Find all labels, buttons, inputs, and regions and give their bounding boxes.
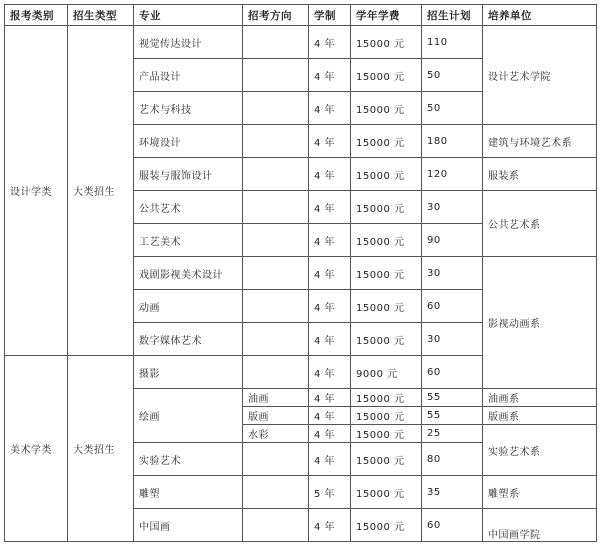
plan-cell: 90 <box>422 224 483 257</box>
plan-cell: 110 <box>422 26 483 59</box>
years-cell: 4 年 <box>309 290 351 323</box>
major-cell: 工艺美术 <box>134 224 243 257</box>
plan-cell: 35 <box>422 476 483 509</box>
years-cell: 4 年 <box>309 59 351 92</box>
direction-cell <box>243 59 309 92</box>
header-unit: 培养单位 <box>483 5 597 26</box>
fee-cell: 15000 元 <box>351 224 422 257</box>
plan-cell: 60 <box>422 356 483 389</box>
fee-cell: 9000 元 <box>351 356 422 389</box>
header-direction: 招考方向 <box>243 5 309 26</box>
years-cell: 4 年 <box>309 26 351 59</box>
unit-cell: 服装系 <box>483 158 597 191</box>
major-cell: 产品设计 <box>134 59 243 92</box>
years-cell: 4 年 <box>309 224 351 257</box>
direction-cell <box>243 224 309 257</box>
header-fee: 学年学费 <box>351 5 422 26</box>
fee-cell: 15000 元 <box>351 509 422 542</box>
years-cell: 4 年 <box>309 158 351 191</box>
plan-cell: 55 <box>422 389 483 407</box>
years-cell: 4 年 <box>309 509 351 542</box>
category-cell: 设计学类 <box>5 26 68 356</box>
category-cell: 美术学类 <box>5 356 68 542</box>
plan-cell: 50 <box>422 59 483 92</box>
unit-cell: 建筑与环境艺术系 <box>483 125 597 158</box>
header-plan: 招生计划 <box>422 5 483 26</box>
fee-cell: 15000 元 <box>351 257 422 290</box>
major-cell: 艺术与科技 <box>134 92 243 125</box>
years-cell: 4 年 <box>309 443 351 476</box>
unit-cell: 中国画学院 <box>483 509 597 542</box>
years-cell: 4 年 <box>309 257 351 290</box>
direction-cell: 水彩 <box>243 425 309 443</box>
major-cell: 环境设计 <box>134 125 243 158</box>
major-cell: 公共艺术 <box>134 191 243 224</box>
years-cell: 4 年 <box>309 92 351 125</box>
unit-cell: 油画系 <box>483 389 597 407</box>
years-cell: 4 年 <box>309 389 351 407</box>
enrollment-table <box>4 4 597 542</box>
fee-cell: 15000 元 <box>351 92 422 125</box>
fee-cell: 15000 元 <box>351 476 422 509</box>
fee-cell: 15000 元 <box>351 443 422 476</box>
major-cell: 实验艺术 <box>134 443 243 476</box>
direction-cell <box>243 509 309 542</box>
fee-cell: 15000 元 <box>351 191 422 224</box>
plan-cell: 30 <box>422 257 483 290</box>
major-cell: 中国画 <box>134 509 243 542</box>
unit-cell: 实验艺术系 <box>483 425 597 476</box>
type-cell: 大类招生 <box>68 26 134 356</box>
major-cell: 戏剧影视美术设计 <box>134 257 243 290</box>
major-cell: 视觉传达设计 <box>134 26 243 59</box>
plan-cell: 120 <box>422 158 483 191</box>
fee-cell: 15000 元 <box>351 290 422 323</box>
plan-cell: 30 <box>422 323 483 356</box>
fee-cell: 15000 元 <box>351 125 422 158</box>
plan-cell: 60 <box>422 290 483 323</box>
direction-cell <box>243 356 309 389</box>
plan-cell: 50 <box>422 92 483 125</box>
fee-cell: 15000 元 <box>351 389 422 407</box>
header-row <box>5 5 597 26</box>
fee-cell: 15000 元 <box>351 59 422 92</box>
direction-cell <box>243 26 309 59</box>
major-cell: 数字媒体艺术 <box>134 323 243 356</box>
direction-cell <box>243 476 309 509</box>
direction-cell <box>243 92 309 125</box>
plan-cell: 30 <box>422 191 483 224</box>
plan-cell: 55 <box>422 407 483 425</box>
years-cell: 4 年 <box>309 191 351 224</box>
header-category: 报考类别 <box>5 5 68 26</box>
years-cell: 4 年 <box>309 425 351 443</box>
years-cell: 4 年 <box>309 125 351 158</box>
years-cell: 4 年 <box>309 407 351 425</box>
fee-cell: 15000 元 <box>351 407 422 425</box>
plan-cell: 60 <box>422 509 483 542</box>
direction-cell <box>243 443 309 476</box>
major-cell: 雕塑 <box>134 476 243 509</box>
major-cell: 动画 <box>134 290 243 323</box>
unit-cell: 公共艺术系 <box>483 191 597 257</box>
enrollment-table-wrapper <box>4 4 597 542</box>
direction-cell <box>243 323 309 356</box>
major-cell: 摄影 <box>134 356 243 389</box>
fee-cell: 15000 元 <box>351 425 422 443</box>
unit-cell: 影视动画系 <box>483 257 597 389</box>
header-years: 学制 <box>309 5 351 26</box>
years-cell: 4 年 <box>309 356 351 389</box>
direction-cell <box>243 125 309 158</box>
direction-cell <box>243 158 309 191</box>
unit-cell: 雕塑系 <box>483 476 597 509</box>
direction-cell: 油画 <box>243 389 309 407</box>
plan-cell: 25 <box>422 425 483 443</box>
fee-cell: 15000 元 <box>351 323 422 356</box>
unit-cell: 版画系 <box>483 407 597 425</box>
header-type: 招生类型 <box>68 5 134 26</box>
direction-cell: 版画 <box>243 407 309 425</box>
fee-cell: 15000 元 <box>351 158 422 191</box>
unit-cell: 设计艺术学院 <box>483 26 597 125</box>
plan-cell: 80 <box>422 443 483 476</box>
header-major: 专业 <box>134 5 243 26</box>
years-cell: 4 年 <box>309 323 351 356</box>
direction-cell <box>243 191 309 224</box>
plan-cell: 180 <box>422 125 483 158</box>
direction-cell <box>243 290 309 323</box>
major-cell: 绘画 <box>134 389 243 443</box>
years-cell: 5 年 <box>309 476 351 509</box>
fee-cell: 15000 元 <box>351 26 422 59</box>
type-cell: 大类招生 <box>68 356 134 542</box>
direction-cell <box>243 257 309 290</box>
table-row <box>5 26 597 59</box>
major-cell: 服装与服饰设计 <box>134 158 243 191</box>
